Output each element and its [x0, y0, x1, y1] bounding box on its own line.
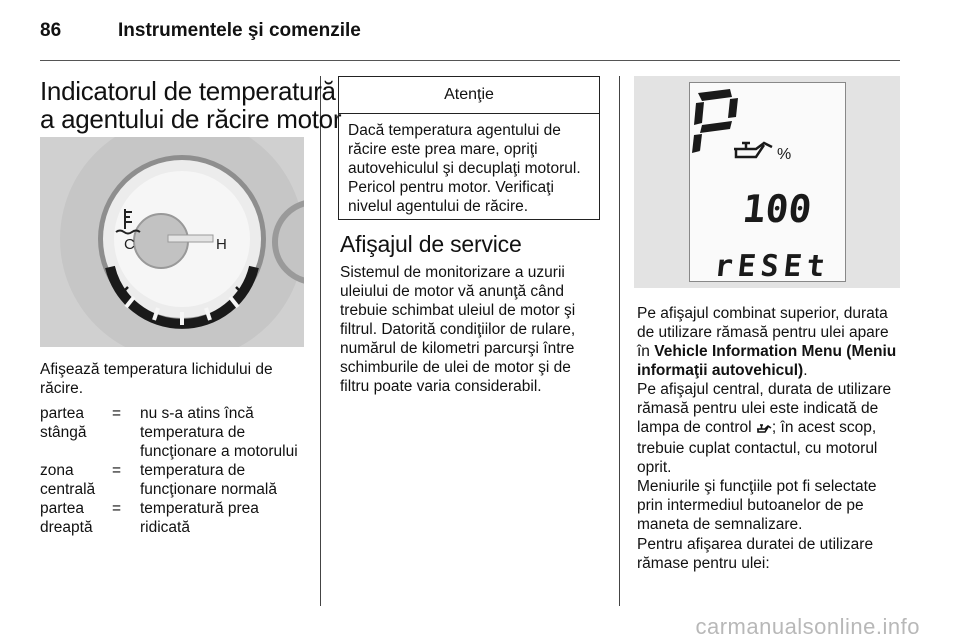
- column-divider-2: [619, 76, 620, 606]
- header-rule: [40, 60, 900, 61]
- oil-can-icon: [734, 143, 772, 157]
- section-heading-service: Afişajul de service: [340, 231, 522, 257]
- watermark: carmanualsonline.info: [695, 614, 920, 639]
- column-divider-1: [320, 76, 321, 606]
- svg-text:rESEt: rESEt: [712, 249, 827, 280]
- display-paragraph-4: Pentru afişarea duratei de utilizare rămase pentru ulei:: [637, 536, 874, 572]
- svg-text:C: C: [124, 236, 135, 253]
- svg-text:H: H: [216, 236, 227, 253]
- oil-control-lamp-icon: [756, 420, 772, 439]
- page-header-title: Instrumentele şi comenzile: [118, 20, 361, 41]
- display-paragraph-2: Pe afişajul central, durata de utilizare rămasă pentru ulei este indicată de lampa de control ; în acest scop, trebuie cuplat contactul, cu motorul oprit.: [637, 381, 892, 476]
- coolant-gauge-illustration: [40, 137, 304, 347]
- definition-row: partea dreaptă = temperatură prea ridicată: [40, 500, 259, 536]
- definition-row: zona centrală = temperatura de funcţionare normală: [40, 462, 277, 498]
- service-paragraph: Sistemul de monitorizare a uzurii uleiului de motor vă anunţă când trebuie schimbat uleiul de motor şi filtrul. Datorită condiţiilor de rulare, numărul de kilometri parcurşi între schimburile de ulei de motor şi de filtru poate varia considerabil.: [340, 264, 576, 395]
- lcd-p-character: [692, 89, 738, 153]
- display-paragraph-1: Pe afişajul combinat superior, durata de utilizare rămasă pentru ulei apare în Vehicle Information Menu (Meniu informaţii autovehicul).: [637, 305, 897, 379]
- lcd-screen: [689, 82, 846, 282]
- svg-text:100: 100: [740, 187, 814, 231]
- warning-title: Atenţie: [339, 77, 599, 114]
- display-paragraph-3: Meniurile şi funcţiile pot fi selectate prin intermediul butoanelor de pe maneta de semnalizare.: [637, 478, 877, 533]
- warning-text: Dacă temperatura agentului de răcire este prea mare, opriţi autovehiculul şi decuplaţi motorul. Pericol pentru motor. Verificaţi nivelul agentului de răcire.: [348, 122, 581, 215]
- svg-text:P: P: [699, 151, 700, 152]
- definition-row: partea stângă = nu s-a atins încă temperatura de funcţionare a motorului: [40, 405, 298, 460]
- warning-box: [338, 76, 600, 220]
- service-display-illustration: [634, 76, 900, 288]
- page-number: 86: [40, 20, 62, 41]
- svg-text:%: %: [777, 146, 792, 163]
- section-heading-coolant: Indicatorul de temperatură a agentului de răcire motor: [40, 76, 342, 134]
- gauge-caption: Afişează temperatura lichidului de răcire.: [40, 361, 273, 397]
- gauge-definition-table: [40, 404, 298, 537]
